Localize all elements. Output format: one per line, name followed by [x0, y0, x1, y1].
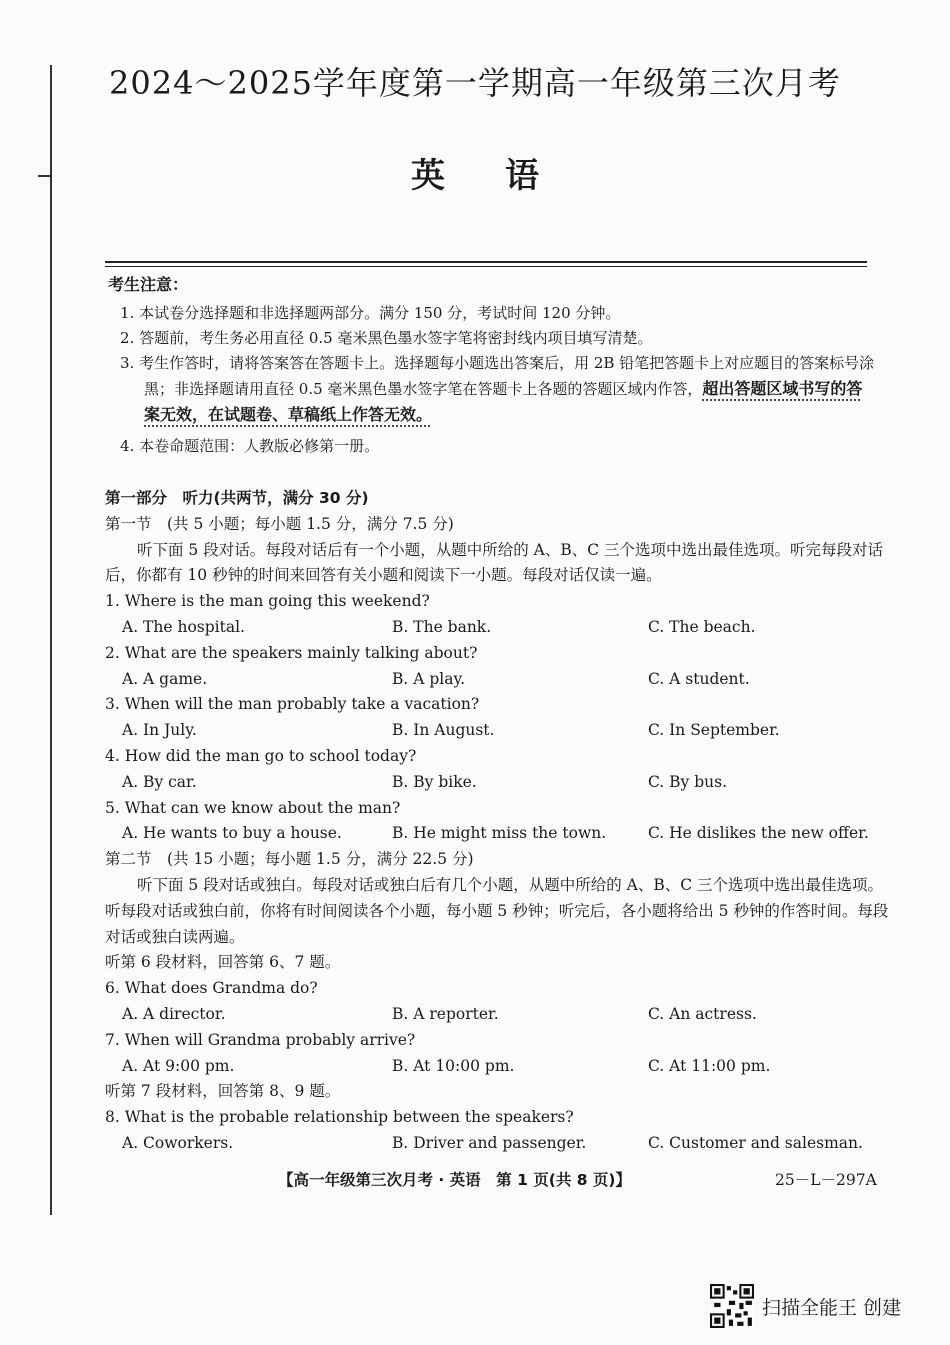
header-rule-thick — [105, 261, 867, 263]
question-options — [105, 821, 895, 847]
material-note: 听第 6 段材料，回答第 6、7 题。 — [105, 953, 341, 972]
exam-body — [105, 486, 895, 1157]
question-options — [105, 1131, 895, 1157]
question — [105, 692, 895, 744]
section-instruction: 听下面 5 段对话。每段对话后有一个小题，从题中所给的 A、B、C 三个选项中选出最佳选项。听完每段对话后，你都有 10 秒钟的时间来回答有关小题和阅读下一小题。每段对话仅读一遍。 — [105, 540, 884, 585]
option-c: C. In September. — [648, 721, 780, 740]
option-b: B. He might miss the town. — [392, 824, 607, 843]
option-b: B. Driver and passenger. — [392, 1133, 587, 1152]
footer-code: 25－L－297A — [775, 1171, 877, 1189]
option-b: B. The bank. — [392, 617, 492, 636]
question — [105, 744, 895, 796]
question-options — [105, 1054, 895, 1080]
option-a: A. The hospital. — [122, 617, 245, 636]
option-c: C. He dislikes the new offer. — [648, 824, 869, 843]
question — [105, 976, 895, 1028]
question — [105, 1105, 895, 1157]
question — [105, 641, 895, 693]
option-a: A. Coworkers. — [122, 1133, 234, 1152]
option-a: A. In July. — [122, 721, 197, 740]
exam-title: 2024～2025学年度第一学期高一年级第三次月考 — [109, 64, 841, 102]
material-note: 听第 7 段材料，回答第 8、9 题。 — [105, 1082, 341, 1101]
option-a: A. A director. — [122, 1004, 226, 1023]
section-heading: 第二节 (共 15 小题；每小题 1.5 分，满分 22.5 分) — [105, 850, 474, 869]
question-stem: 7. When will Grandma probably arrive? — [105, 1030, 416, 1049]
question-stem: 2. What are the speakers mainly talking about? — [105, 643, 478, 662]
qr-code-icon — [710, 1284, 754, 1328]
question-options — [105, 1002, 895, 1028]
notice-item — [108, 351, 878, 428]
option-a: A. A game. — [122, 669, 208, 688]
notice-box — [108, 272, 878, 459]
exam-subject: 英语 — [411, 156, 599, 196]
question-stem: 5. What can we know about the man? — [105, 798, 401, 817]
option-c: C. An actress. — [648, 1004, 757, 1023]
question-stem: 4. How did the man go to school today? — [105, 746, 417, 765]
question-options — [105, 718, 895, 744]
question-stem: 3. When will the man probably take a vacation? — [105, 695, 480, 714]
question-list — [105, 589, 895, 847]
option-b: B. In August. — [392, 721, 495, 740]
section-heading: 第一节 (共 5 小题；每小题 1.5 分，满分 7.5 分) — [105, 514, 454, 533]
question — [105, 796, 895, 848]
question — [105, 589, 895, 641]
option-c: C. A student. — [648, 669, 750, 688]
header-rule-thin — [105, 266, 867, 267]
part-heading: 第一部分 听力(共两节，满分 30 分) — [105, 489, 369, 507]
scanner-stamp — [710, 1284, 901, 1328]
notice-item: 2. 答题前，考生务必用直径 0.5 毫米黑色墨水签字笔将密封线内项目填写清楚。 — [120, 329, 653, 347]
question-options — [105, 615, 895, 641]
option-a: A. He wants to buy a house. — [122, 824, 342, 843]
option-a: A. By car. — [122, 772, 197, 791]
notice-emphasis: 超出答题区域书写的答案无效，在试题卷、草稿纸上作答无效。 — [144, 379, 863, 424]
option-b: B. By bike. — [392, 772, 477, 791]
option-c: C. The beach. — [648, 617, 756, 636]
question-options — [105, 667, 895, 693]
binding-line — [50, 65, 52, 1215]
option-a: A. At 9:00 pm. — [122, 1056, 235, 1075]
question-stem: 8. What is the probable relationship between the speakers? — [105, 1108, 574, 1127]
option-c: C. At 11:00 pm. — [648, 1056, 771, 1075]
option-b: B. At 10:00 pm. — [392, 1056, 515, 1075]
question-stem: 1. Where is the man going this weekend? — [105, 592, 430, 611]
question-options — [105, 770, 895, 796]
notice-item-text: 3. 考生作答时，请将答案答在答题卡上。选择题每小题选出答案后，用 2B 铅笔把答题卡上对应题目的答案标号涂黑；非选择题请用直径 0.5 毫米黑色墨水签字笔在答题卡上各题的答题区域内作答， — [120, 354, 875, 398]
option-c: C. By bus. — [648, 772, 728, 791]
stamp-text: 扫描全能王 创建 — [762, 1296, 902, 1319]
question-stem: 6. What does Grandma do? — [105, 979, 318, 998]
option-b: B. A play. — [392, 669, 466, 688]
notice-item: 4. 本卷命题范围：人教版必修第一册。 — [120, 437, 380, 455]
footer-page-info: 【高一年级第三次月考 · 英语 第 1 页(共 8 页)】 — [278, 1171, 632, 1189]
option-b: B. A reporter. — [392, 1004, 499, 1023]
option-c: C. Customer and salesman. — [648, 1133, 863, 1152]
section-instruction: 听下面 5 段对话或独白。每段对话或独白后有几个小题，从题中所给的 A、B、C 三个选项中选出最佳选项。听每段对话或独白前，你将有时间阅读各个小题，每小题 5 秒钟；听完后，各小题将给出 5 秒钟的作答时间。每段对话或独白读两遍。 — [105, 875, 889, 946]
notice-item: 1. 本试卷分选择题和非选择题两部分。满分 150 分，考试时间 120 分钟。 — [120, 304, 621, 322]
question — [105, 1028, 895, 1080]
notice-heading: 考生注意： — [108, 275, 189, 294]
